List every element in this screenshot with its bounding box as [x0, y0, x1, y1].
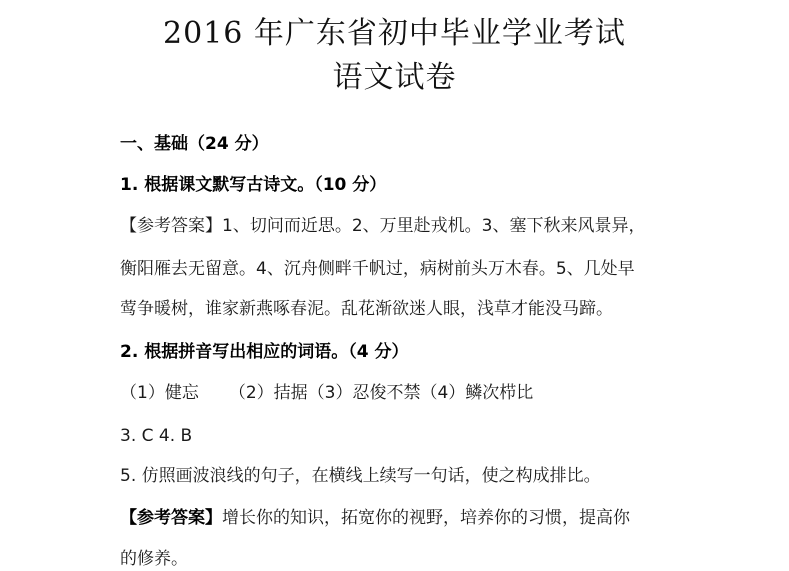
page-title: 2016 年广东省初中毕业学业考试 — [163, 16, 626, 51]
answer-items-2-4: （2）拮据（3）忍俊不禁（4）鳞次栉比 — [228, 383, 534, 403]
answer-text: 1、切问而近思。2、万里赴戎机。3、塞下秋来风景异， — [222, 216, 646, 236]
section-heading: 一、基础（24 分） — [120, 134, 269, 154]
question-5-heading: 5. 仿照画波浪线的句子，在横线上续写一句话，使之构成排比。 — [120, 466, 601, 486]
answer-label: 【参考答案】 — [120, 216, 222, 236]
answer-label: 【参考答案】 — [120, 508, 222, 528]
question-1-answer-line-1 — [120, 215, 645, 237]
answer-text: 增长你的知识，拓宽你的视野，培养你的习惯，提高你 — [222, 508, 630, 528]
question-2-answers — [120, 382, 533, 404]
question-2-heading: 2. 根据拼音写出相应的词语。（4 分） — [120, 342, 409, 362]
question-3-4-answers: 3. C 4. B — [120, 426, 193, 446]
question-5-answer-line-2: 的修养。 — [120, 549, 188, 569]
answer-item-1: （1）健忘 — [120, 383, 199, 403]
page-subtitle: 语文试卷 — [332, 60, 457, 95]
question-1-answer-line-2: 衡阳雁去无留意。4、沉舟侧畔千帆过，病树前头万木春。5、几处早 — [120, 259, 635, 279]
question-5-answer-line-1 — [120, 507, 630, 529]
question-1-answer-line-3: 莺争暖树，谁家新燕啄春泥。乱花渐欲迷人眼，浅草才能没马蹄。 — [120, 299, 613, 319]
question-1-heading: 1. 根据课文默写古诗文。（10 分） — [120, 175, 387, 195]
